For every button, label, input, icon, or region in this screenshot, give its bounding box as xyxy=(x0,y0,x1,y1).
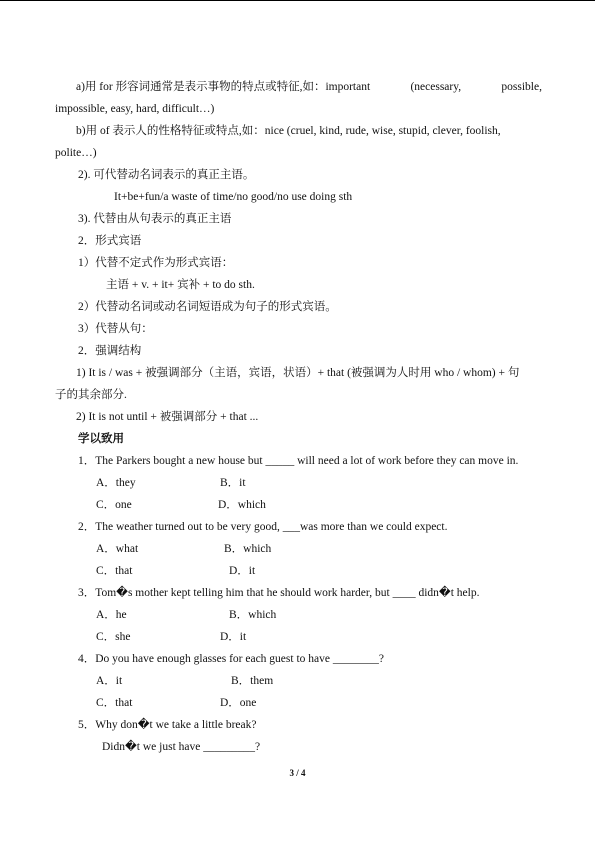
text-line-5: 2). 可代替动名词表示的真正主语。 xyxy=(78,169,255,181)
question-2-stem: 2．The weather turned out to be very good, ___was more than we could expect. xyxy=(78,521,448,533)
text-line-11: 2）代替动名词或动名词短语成为句子的形式宾语。 xyxy=(78,301,337,313)
question-2-option-a: A．what xyxy=(96,543,139,555)
question-3-option-d: D．it xyxy=(220,631,247,643)
text-line-9: 1）代替不定式作为形式宾语： xyxy=(78,257,234,269)
section-heading: 学以致用 xyxy=(78,433,124,445)
question-1-option-b: B．it xyxy=(220,477,246,489)
question-5-stem: 5．Why don�t we take a little break? xyxy=(78,719,257,731)
question-3-stem: 3．Tom�s mother kept telling him that he should work harder, but ____ didn�t help. xyxy=(78,587,480,599)
text-line-4: polite…) xyxy=(55,147,97,159)
question-4-option-c: C．that xyxy=(96,697,133,709)
text-line-3: b)用 of 表示人的性格特征或特点,如：nice (cruel, kind, rude, wise, stupid, clever, foolish, xyxy=(76,125,501,137)
page-top-border xyxy=(0,0,595,1)
text-line-13: 2．强调结构 xyxy=(78,345,142,357)
question-3-option-a: A．he xyxy=(96,609,127,621)
text-line-1-b: (necessary, xyxy=(410,81,462,93)
text-line-8: 2．形式宾语 xyxy=(78,235,142,247)
text-line-12: 3）代替从句： xyxy=(78,323,153,335)
text-line-1-a: a)用 for 形容词通常是表示事物的特点或特征,如：important xyxy=(76,81,371,93)
text-line-15: 子的其余部分. xyxy=(55,389,127,401)
text-line-2: impossible, easy, hard, difficult…) xyxy=(55,103,215,115)
question-2-option-c: C．that xyxy=(96,565,133,577)
text-line-14: 1) It is / was + 被强调部分（主语，宾语，状语）+ that (被强调为人时用 who / whom) + 句 xyxy=(76,367,520,379)
question-4-stem: 4．Do you have enough glasses for each guest to have ________? xyxy=(78,653,384,665)
page-number: 3 / 4 xyxy=(289,768,306,778)
question-1-option-d: D．which xyxy=(218,499,266,511)
question-5-response: Didn�t we just have _________? xyxy=(102,741,261,753)
text-line-1 xyxy=(55,80,542,94)
question-3-option-c: C．she xyxy=(96,631,131,643)
question-4-option-a: A．it xyxy=(96,675,123,687)
question-3-option-b: B．which xyxy=(229,609,277,621)
text-line-6: It+be+fun/a waste of time/no good/no use doing sth xyxy=(114,191,353,203)
question-1-stem: 1．The Parkers bought a new house but _____ will need a lot of work before they can move in. xyxy=(78,455,519,467)
text-line-16: 2) It is not until + 被强调部分 + that ... xyxy=(76,411,259,423)
question-4-option-d: D．one xyxy=(220,697,257,709)
question-1-option-a: A．they xyxy=(96,477,136,489)
text-line-1-c: possible, xyxy=(501,81,542,93)
question-2-option-b: B．which xyxy=(224,543,272,555)
text-line-10: 主语 + v. + it+ 宾补 + to do sth. xyxy=(106,279,255,291)
text-line-7: 3). 代替由从句表示的真正主语 xyxy=(78,213,232,225)
question-2-option-d: D．it xyxy=(229,565,256,577)
question-4-option-b: B．them xyxy=(231,675,274,687)
question-1-option-c: C．one xyxy=(96,499,132,511)
